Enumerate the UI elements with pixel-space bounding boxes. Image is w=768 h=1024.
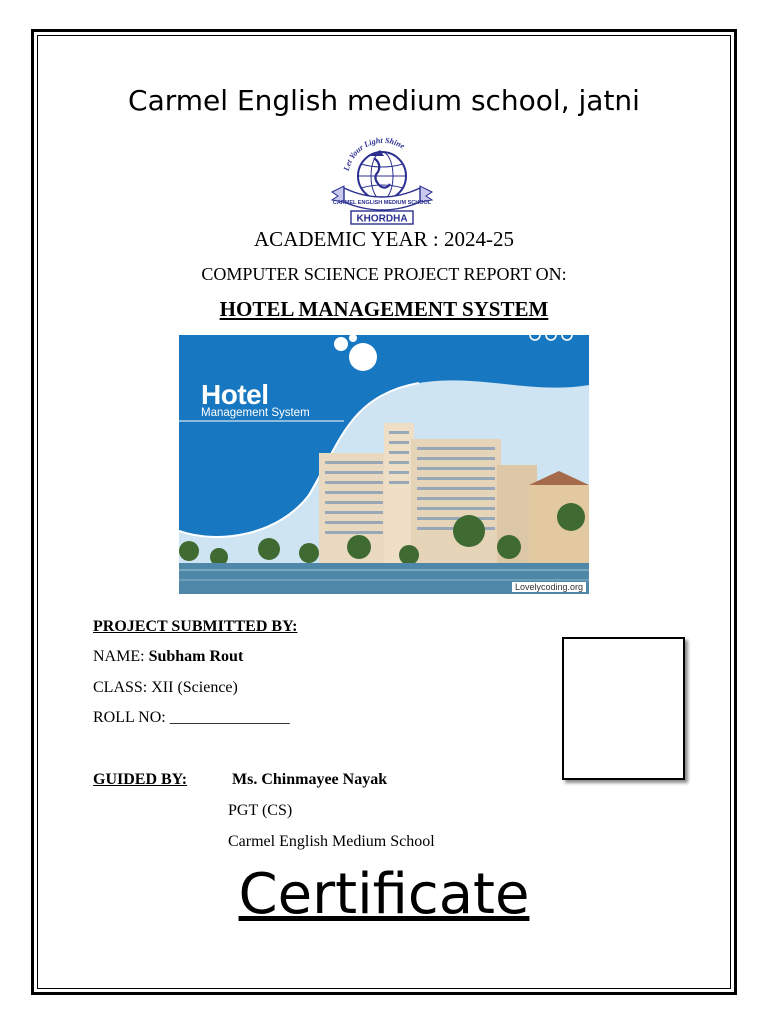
certificate-heading: Certificate <box>238 862 530 927</box>
banner-subtitle: Management System <box>201 407 310 419</box>
logo-ribbon: CARMEL ENGLISH MEDIUM SCHOOL <box>332 200 432 206</box>
school-name: Carmel English medium school, jatni <box>128 84 640 117</box>
banner-credit: Lovelycoding.org <box>512 582 586 592</box>
guided-by-heading: GUIDED BY: <box>93 771 188 788</box>
project-title: HOTEL MANAGEMENT SYSTEM <box>219 297 549 321</box>
student-name: Subham Rout <box>148 648 244 665</box>
student-name-row <box>93 648 243 666</box>
photo-placeholder <box>562 637 685 780</box>
report-heading: COMPUTER SCIENCE PROJECT REPORT ON: <box>201 264 567 284</box>
guide-school: Carmel English Medium School <box>228 833 435 850</box>
logo-motto: Let Your Light Shine <box>341 136 407 172</box>
submitted-by-heading: PROJECT SUBMITTED BY: <box>93 618 298 635</box>
hotel-banner-image <box>179 335 589 594</box>
student-class: CLASS: XII (Science) <box>93 679 238 696</box>
hotel-building-illustration <box>179 335 589 594</box>
student-roll-no: ROLL NO: _______________ <box>93 709 290 726</box>
academic-year: ACADEMIC YEAR : 2024-25 <box>254 227 514 251</box>
guide-name: Ms. Chinmayee Nayak <box>232 771 388 788</box>
banner-title: Hotel <box>201 379 269 410</box>
name-label: NAME: <box>93 648 149 665</box>
logo-place: KHORDHA <box>356 213 408 225</box>
school-crest-globe-icon <box>330 136 434 226</box>
guide-designation: PGT (CS) <box>228 802 293 819</box>
